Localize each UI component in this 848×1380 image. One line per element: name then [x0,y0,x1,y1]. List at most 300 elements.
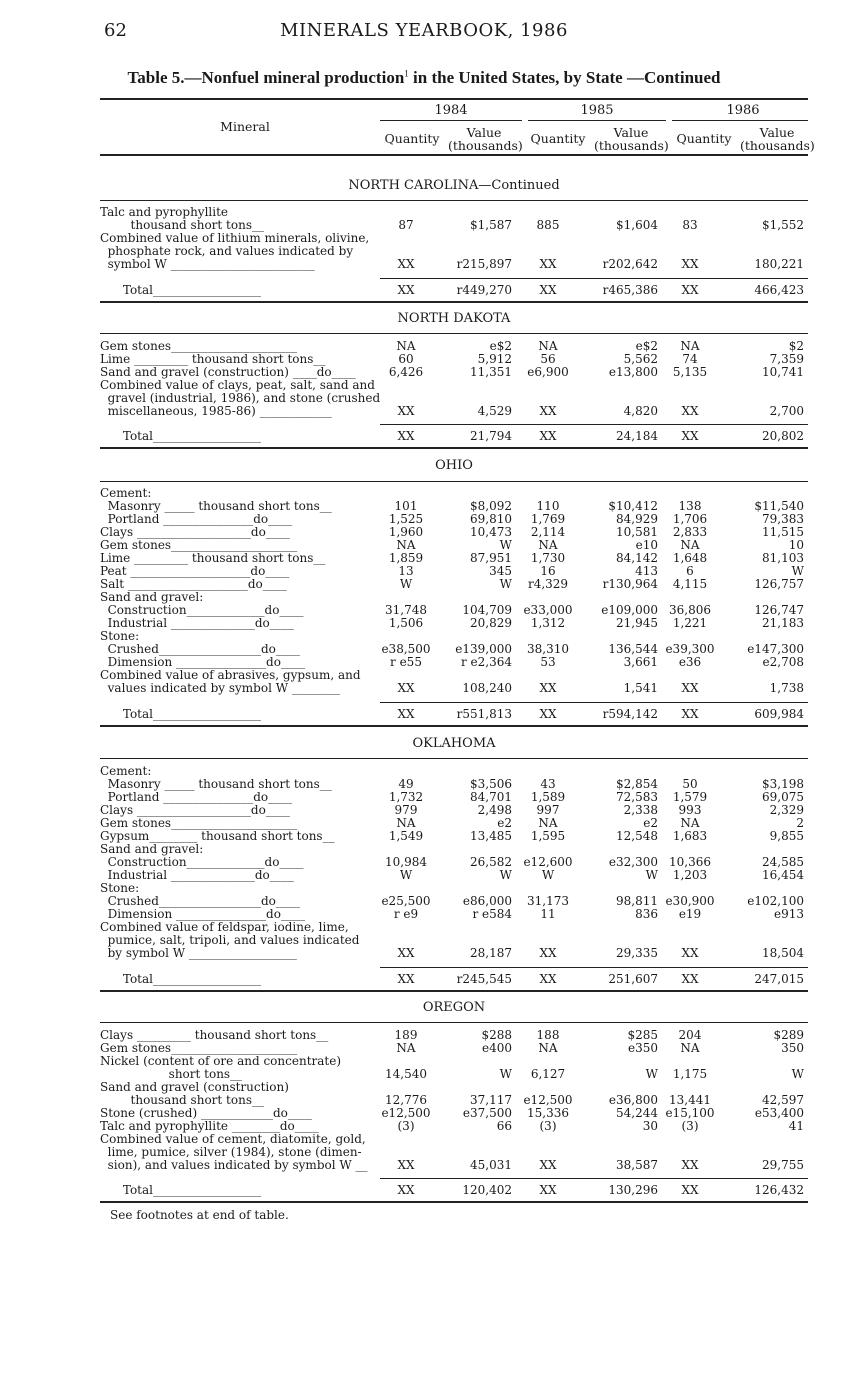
quantity-cell: 997 [536,803,560,817]
quantity-cell: W [399,577,413,591]
quantity-cell: XX [681,257,699,271]
value-cell: 10,741 [762,365,804,379]
mineral-label: Masonry _____ thousand short tons__ [100,499,332,513]
section-rule [100,333,808,334]
mineral-label: Gem stones_____________________ [100,538,298,552]
mineral-label: Portland _______________do____ [100,790,293,804]
value-cell: 20,802 [762,429,804,443]
total-rule [380,702,808,703]
mineral-label: Sand and gravel: [100,842,204,856]
value-cell: W [499,538,512,552]
quantity-cell: 53 [540,655,556,669]
quantity-cell: 2,114 [530,525,566,539]
value-cell: e$2 [635,339,658,353]
value-cell: W [499,1067,512,1081]
value-cell: $289 [773,1028,804,1042]
quantity-cell: 14,540 [385,1067,427,1081]
value-cell: 2,338 [623,803,658,817]
section-end-rule [100,725,808,727]
quantity-header-1986: Quantity [676,131,732,146]
table-row [100,947,808,960]
mineral-label: values indicated by symbol W ________ [100,681,340,695]
quantity-cell: XX [397,257,415,271]
mineral-label: Gypsum________ thousand short tons__ [100,829,335,843]
value-cell: W [791,1067,804,1081]
value-cell: 4,820 [623,404,658,418]
quantity-cell: 31,748 [385,603,427,617]
quantity-cell: XX [681,429,699,443]
value-cell: 98,811 [616,894,658,908]
value-cell: $3,198 [762,777,804,791]
quantity-cell: NA [538,1041,558,1055]
page-header [0,20,848,46]
mineral-label: Talc and pyrophyllite ________do____ [100,1119,319,1133]
mineral-label: Industrial ______________do____ [100,616,294,630]
table-top-rule [100,98,808,100]
value-cell: 28,187 [470,946,512,960]
quantity-cell: XX [539,257,557,271]
quantity-cell: 1,960 [388,525,424,539]
mineral-label: Total__________________ [100,972,261,986]
section-rule [100,200,808,201]
quantity-cell: 13 [398,564,414,578]
value-cell: 81,103 [762,551,804,565]
value-cell: 37,117 [470,1093,512,1107]
quantity-cell: 87 [398,218,414,232]
mineral-label: Masonry _____ thousand short tons__ [100,777,332,791]
value-cell: 5,562 [623,352,658,366]
value-cell: W [499,577,512,591]
total-rule [380,1178,808,1179]
mineral-label: Cement: [100,486,152,500]
mineral-label: Salt ____________________do____ [100,577,287,591]
mineral-label: Dimension _______________do____ [100,907,305,921]
value-cell: 3,661 [623,655,658,669]
quantity-cell: 11 [540,907,556,921]
value-cell: 16,454 [762,868,804,882]
mineral-label: Lime _________ thousand short tons__ [100,551,326,565]
table-row [100,578,808,591]
value-cell: 87,951 [470,551,512,565]
table-title: Table 5.—Nonfuel mineral production$^1$ in the United States, by State —Continued [127,68,721,87]
value-cell: 21,794 [470,429,512,443]
value-cell: e10 [635,538,658,552]
value-cell: e86,000 [462,894,512,908]
value-cell: $1,587 [470,218,512,232]
quantity-cell: XX [539,681,557,695]
value-cell: 10 [788,538,804,552]
value-cell: 26,582 [470,855,512,869]
value-cell: 2,329 [769,803,804,817]
quantity-cell: r4,329 [527,577,569,591]
mineral-label: thousand short tons__ [100,218,264,232]
quantity-cell: XX [397,946,415,960]
value-cell: 10,473 [470,525,512,539]
quantity-cell: 979 [394,803,418,817]
quantity-cell: e30,900 [665,894,715,908]
quantity-cell: e19 [678,907,702,921]
value-cell: 24,585 [762,855,804,869]
value-cell: $285 [627,1028,658,1042]
quantity-cell: XX [539,283,557,297]
quantity-cell: 1,549 [388,829,424,843]
mineral-label: symbol W ________________________ [100,257,315,271]
value-cell: 21,183 [762,616,804,630]
value-cell: e913 [773,907,804,921]
section-end-rule [100,447,808,449]
value-cell: 84,701 [470,790,512,804]
quantity-cell: 31,173 [527,894,569,908]
quantity-cell: W [541,868,555,882]
mineral-label: Total__________________ [100,429,261,443]
mineral-label: Stone (crushed) ____________do____ [100,1106,312,1120]
mineral-label: Combined value of feldspar, iodine, lime, [100,920,349,934]
table-row [100,405,808,418]
footnote: See footnotes at end of table. [110,1208,289,1222]
value-cell: r245,545 [456,972,512,986]
year-1984-header: 1984 [434,103,468,118]
value-cell: e350 [627,1041,658,1055]
quantity-cell: 1,732 [388,790,424,804]
value-cell: e2 [643,816,658,830]
quantity-cell: 885 [536,218,560,232]
value-cell: 126,757 [754,577,804,591]
value-cell: 69,810 [470,512,512,526]
quantity-cell: 993 [678,803,702,817]
page-number: 62 [104,20,127,41]
value-cell: 29,755 [762,1158,804,1172]
year-rule-1984 [380,120,522,121]
value-cell: 54,244 [616,1106,658,1120]
year-1985-header: 1985 [580,103,614,118]
mineral-label: Construction_____________do____ [100,603,304,617]
mineral-label: Industrial ______________do____ [100,868,294,882]
mineral-label: Combined value of lithium minerals, olivine, [100,231,370,245]
section-rule [100,1022,808,1023]
mineral-label: Portland _______________do____ [100,512,293,526]
value-cell: r551,813 [456,707,512,721]
quantity-cell: 10,366 [669,855,711,869]
value-cell: 10,581 [616,525,658,539]
mineral-label: Gem stones_____________________ [100,816,298,830]
mineral-label: Gem stones_____________________ [100,1041,298,1055]
value-cell: 24,184 [616,429,658,443]
quantity-cell: 43 [540,777,556,791]
quantity-cell: 60 [398,352,414,366]
quantity-cell: XX [397,283,415,297]
value-cell: 11,351 [470,365,512,379]
quantity-cell: NA [680,816,700,830]
value-cell: 104,709 [462,603,512,617]
value-cell: 13,485 [470,829,512,843]
mineral-label: Sand and gravel: [100,590,204,604]
value-cell: $1,604 [616,218,658,232]
quantity-cell: XX [539,404,557,418]
value-cell: r e2,364 [460,655,512,669]
mineral-label: Stone: [100,881,140,895]
quantity-cell: 38,310 [527,642,569,656]
value-cell: 2,498 [477,803,512,817]
value-cell: $1,552 [762,218,804,232]
value-cell: r465,386 [602,283,658,297]
value-header-1985: Value (thousands) [594,125,669,153]
value-cell: 126,432 [754,1183,804,1197]
quantity-cell: 15,336 [527,1106,569,1120]
value-cell: $8,092 [470,499,512,513]
quantity-cell: XX [539,1158,557,1172]
quantity-cell: 1,683 [672,829,708,843]
value-cell: e139,000 [455,642,512,656]
value-cell: 108,240 [462,681,512,695]
section-end-rule [100,990,808,992]
quantity-cell: 1,706 [672,512,708,526]
mineral-label: by symbol W __________________ [100,946,297,960]
value-cell: 2 [796,816,804,830]
value-cell: r449,270 [456,283,512,297]
mineral-label: Nickel (content of ore and concentrate) [100,1054,342,1068]
quantity-cell: 6,426 [388,365,424,379]
mineral-label: lime, pumice, silver (1984), stone (dimen- [100,1145,362,1159]
value-cell: 1,738 [769,681,804,695]
quantity-cell: r e9 [393,907,419,921]
mineral-label: Lime _________ thousand short tons__ [100,352,326,366]
quantity-cell: e38,500 [381,642,431,656]
quantity-cell: e25,500 [381,894,431,908]
value-header-1984: Value (thousands) [448,125,523,153]
value-cell: 251,607 [608,972,658,986]
value-cell: e2,708 [762,655,804,669]
section-title: NORTH CAROLINA—Continued [348,178,560,193]
quantity-cell: XX [681,283,699,297]
total-row [100,708,808,721]
section-title: OHIO [435,458,473,473]
value-cell: 66 [496,1119,512,1133]
quantity-cell: NA [396,538,416,552]
mineral-label: Dimension _______________do____ [100,655,305,669]
quantity-cell: 138 [678,499,702,513]
value-cell: $288 [481,1028,512,1042]
mineral-column-header: Mineral [220,119,270,134]
value-cell: 466,423 [754,283,804,297]
quantity-cell: (3) [539,1119,557,1133]
quantity-cell: 188 [536,1028,560,1042]
mineral-label: sion), and values indicated by symbol W __ [100,1158,368,1172]
quantity-cell: 5,135 [672,365,708,379]
quantity-cell: XX [397,707,415,721]
quantity-cell: 1,221 [672,616,708,630]
value-cell: 126,747 [754,603,804,617]
mineral-label: phosphate rock, and values indicated by [100,244,354,258]
value-cell: 11,515 [762,525,804,539]
value-cell: W [791,564,804,578]
quantity-cell: 101 [394,499,418,513]
table-row [100,617,808,630]
quantity-cell: XX [397,429,415,443]
value-cell: 836 [635,907,658,921]
quantity-cell: 1,730 [530,551,566,565]
quantity-cell: NA [538,816,558,830]
quantity-cell: 110 [536,499,560,513]
mineral-label: Sand and gravel (construction) [100,1080,289,1094]
quantity-cell: NA [396,816,416,830]
quantity-cell: 1,506 [388,616,424,630]
value-cell: 609,984 [754,707,804,721]
section-title: NORTH DAKOTA [397,311,511,326]
quantity-cell: 1,589 [530,790,566,804]
quantity-cell: 189 [394,1028,418,1042]
mineral-label: Combined value of clays, peat, salt, sand and [100,378,375,392]
quantity-cell: 1,859 [388,551,424,565]
quantity-cell: XX [539,946,557,960]
quantity-cell: (3) [681,1119,699,1133]
value-cell: 2,700 [769,404,804,418]
value-cell: 20,829 [470,616,512,630]
total-rule [380,424,808,425]
value-cell: 38,587 [616,1158,658,1172]
quantity-cell: 1,312 [530,616,566,630]
value-cell: W [499,868,512,882]
mineral-label: Cement: [100,764,152,778]
value-cell: 345 [489,564,512,578]
quantity-cell: 1,579 [672,790,708,804]
value-cell: e109,000 [601,603,658,617]
value-cell: r130,964 [602,577,658,591]
mineral-label: pumice, salt, tripoli, and values indicated [100,933,360,947]
year-rule-1986 [672,120,808,121]
value-cell: r594,142 [602,707,658,721]
quantity-cell: XX [681,707,699,721]
quantity-cell: XX [397,972,415,986]
mineral-label: thousand short tons__ [100,1093,264,1107]
quantity-cell: 50 [682,777,698,791]
mineral-label: short tons__ [100,1067,243,1081]
quantity-cell: 6 [686,564,694,578]
quantity-cell: 2,833 [672,525,708,539]
quantity-cell: 49 [398,777,414,791]
value-cell: e36,800 [608,1093,658,1107]
quantity-cell: NA [538,538,558,552]
quantity-cell: 10,984 [385,855,427,869]
table-row [100,830,808,843]
mineral-label: miscellaneous, 1985-86) ____________ [100,404,332,418]
quantity-cell: 1,203 [672,868,708,882]
quantity-cell: e12,600 [523,855,573,869]
value-cell: 120,402 [462,1183,512,1197]
mineral-label: Combined value of abrasives, gypsum, and [100,668,361,682]
mineral-label: Clays _________ thousand short tons__ [100,1028,329,1042]
section-rule [100,758,808,759]
quantity-cell: e12,500 [523,1093,573,1107]
section-title: OREGON [422,1000,486,1015]
table-row [100,1159,808,1172]
quantity-cell: (3) [397,1119,415,1133]
quantity-cell: XX [681,681,699,695]
quantity-cell: XX [397,404,415,418]
value-cell: W [645,868,658,882]
value-cell: 72,583 [616,790,658,804]
value-cell: 4,529 [477,404,512,418]
quantity-header-1984: Quantity [384,131,440,146]
mineral-label: Talc and pyrophyllite [100,205,229,219]
mineral-label: Combined value of cement, diatomite, gold, [100,1132,366,1146]
quantity-cell: r e55 [390,655,422,669]
quantity-cell: 1,525 [388,512,424,526]
value-cell: 247,015 [754,972,804,986]
quantity-cell: e12,500 [381,1106,431,1120]
mineral-label: gravel (industrial, 1986), and stone (crushed [100,391,381,405]
value-cell: $2 [788,339,804,353]
total-row [100,284,808,297]
quantity-header-1985: Quantity [530,131,586,146]
value-cell: e2 [497,816,512,830]
value-cell: r215,897 [456,257,512,271]
quantity-cell: XX [681,1158,699,1172]
quantity-cell: XX [539,972,557,986]
quantity-cell: XX [681,404,699,418]
value-cell: $2,854 [616,777,658,791]
quantity-cell: 12,776 [385,1093,427,1107]
quantity-cell: e15,100 [665,1106,715,1120]
value-cell: e$2 [489,339,512,353]
value-cell: 5,912 [477,352,512,366]
value-cell: e32,300 [608,855,658,869]
value-cell: $11,540 [754,499,804,513]
quantity-cell: 36,806 [669,603,711,617]
quantity-cell: 74 [682,352,698,366]
value-cell: e53,400 [754,1106,804,1120]
quantity-cell: W [399,868,413,882]
total-row [100,1184,808,1197]
section-end-rule [100,1201,808,1203]
section-end-rule [100,301,808,303]
value-cell: 84,929 [616,512,658,526]
quantity-cell: NA [680,339,700,353]
quantity-cell: NA [680,1041,700,1055]
quantity-cell: XX [681,946,699,960]
quantity-cell: 13,441 [669,1093,711,1107]
quantity-cell: XX [681,1183,699,1197]
table-row [100,258,808,271]
value-cell: $10,412 [608,499,658,513]
quantity-cell: e33,000 [523,603,573,617]
header-bottom-rule [100,154,808,156]
value-cell: e13,800 [608,365,658,379]
quantity-cell: NA [396,1041,416,1055]
mineral-label: Total__________________ [100,707,261,721]
mineral-label: Construction_____________do____ [100,855,304,869]
quantity-cell: XX [397,681,415,695]
value-cell: $3,506 [470,777,512,791]
value-cell: 350 [781,1041,804,1055]
quantity-cell: e6,900 [527,365,569,379]
quantity-cell: 1,769 [530,512,566,526]
year-rule-1985 [528,120,666,121]
quantity-cell: 6,127 [530,1067,566,1081]
value-cell: 45,031 [470,1158,512,1172]
table-row [100,682,808,695]
value-cell: 413 [635,564,658,578]
value-cell: 30 [642,1119,658,1133]
mineral-label: Peat ____________________do____ [100,564,290,578]
value-cell: 18,504 [762,946,804,960]
value-cell: 69,075 [762,790,804,804]
mineral-label: Total__________________ [100,1183,261,1197]
quantity-cell: 1,648 [672,551,708,565]
value-cell: 9,855 [769,829,804,843]
quantity-cell: e39,300 [665,642,715,656]
value-cell: W [645,1067,658,1081]
value-cell: 136,544 [608,642,658,656]
